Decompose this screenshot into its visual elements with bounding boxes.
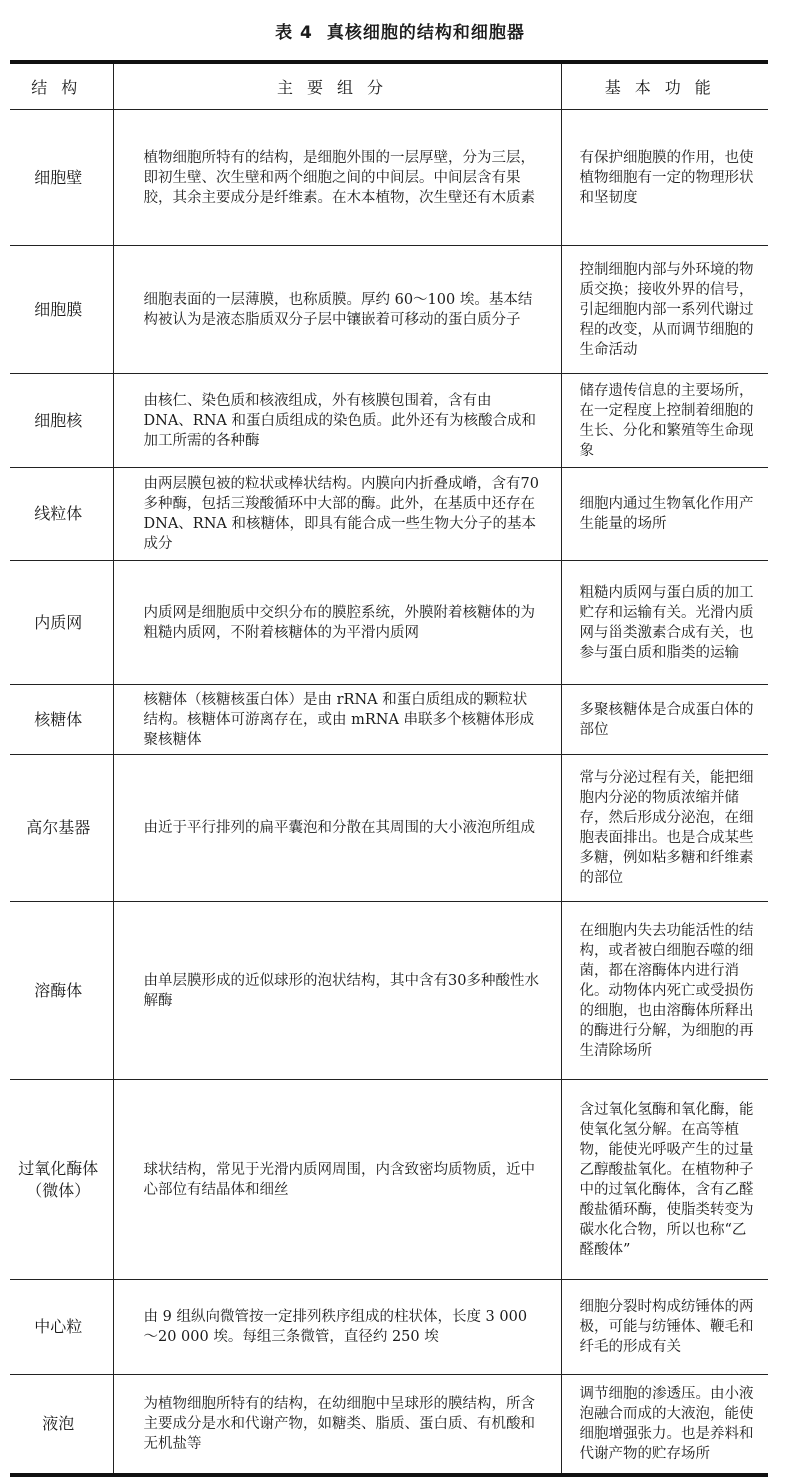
row-structure-name: 细胞膜 — [10, 246, 113, 374]
row-function: 含过氧化氢酶和氧化酶，能使氧化氢分解。在高等植物，能使光呼吸产生的过量乙醇酸盐氧化。在植物种子中的过氧化酶体，含有乙醛酸盐循环酶，使脂类转变为碳水化合物，所以也称“乙醛酸体” — [561, 1080, 768, 1280]
header-function: 基本功能 — [561, 62, 768, 110]
row-function: 粗糙内质网与蛋白质的加工贮存和运输有关。光滑内质网与甾类激素合成有关，也参与蛋白质和脂类的运输 — [561, 561, 768, 685]
row-composition: 核糖体（核糖核蛋白体）是由 rRNA 和蛋白质组成的颗粒状结构。核糖体可游离存在，或由 mRNA 串联多个核糖体形成聚核糖体 — [113, 685, 561, 755]
table-row — [10, 755, 768, 902]
row-structure-name: 溶酶体 — [10, 902, 113, 1080]
table-number: 表 4 — [275, 23, 313, 43]
row-structure-name: 细胞壁 — [10, 110, 113, 246]
row-structure-name: 中心粒 — [10, 1280, 113, 1375]
row-composition: 植物细胞所特有的结构，是细胞外围的一层厚壁，分为三层，即初生壁、次生壁和两个细胞之间的中间层。中间层含有果胶，其余主要成分是纤维素。在木本植物，次生壁还有木质素 — [113, 110, 561, 246]
row-composition: 为植物细胞所特有的结构，在幼细胞中呈球形的膜结构，所含主要成分是水和代谢产物，如糖类、脂质、蛋白质、有机酸和无机盐等 — [113, 1375, 561, 1475]
table-row — [10, 1375, 768, 1475]
row-structure-name: 核糖体 — [10, 685, 113, 755]
row-function: 有保护细胞膜的作用，也使植物细胞有一定的物理形状和坚韧度 — [561, 110, 768, 246]
table-row — [10, 1080, 768, 1280]
row-function: 细胞分裂时构成纺锤体的两极，可能与纺锤体、鞭毛和纤毛的形成有关 — [561, 1280, 768, 1375]
table-title-text: 真核细胞的结构和细胞器 — [326, 23, 525, 43]
table-title — [0, 18, 800, 43]
table-row — [10, 685, 768, 755]
row-composition: 内质网是细胞质中交织分布的膜腔系统，外膜附着核糖体的为粗糙内质网，不附着核糖体的为平滑内质网 — [113, 561, 561, 685]
row-structure-name: 液泡 — [10, 1375, 113, 1475]
row-structure-name: 细胞核 — [10, 374, 113, 468]
row-function: 常与分泌过程有关，能把细胞内分泌的物质浓缩并储存，然后形成分泌泡，在细胞表面排出。也是合成某些多糖，例如粘多糖和纤维素的部位 — [561, 755, 768, 902]
table-header-row — [10, 62, 768, 110]
row-function: 调节细胞的渗透压。由小液泡融合而成的大液泡，能使细胞增强张力。也是养料和代谢产物的贮存场所 — [561, 1375, 768, 1475]
table-row — [10, 1280, 768, 1375]
row-composition: 细胞表面的一层薄膜，也称质膜。厚约 60～100 埃。基本结构被认为是液态脂质双分子层中镶嵌着可移动的蛋白质分子 — [113, 246, 561, 374]
row-function: 细胞内通过生物氧化作用产生能量的场所 — [561, 468, 768, 561]
table-row — [10, 902, 768, 1080]
table-row — [10, 374, 768, 468]
row-composition: 由两层膜包被的粒状或棒状结构。内膜向内折叠成嵴，含有70多种酶，包括三羧酸循环中大部的酶。此外，在基质中还存在 DNA、RNA 和核糖体，即具有能合成一些生物大分子的基本成分 — [113, 468, 561, 561]
header-composition: 主要组分 — [113, 62, 561, 110]
row-composition: 由近于平行排列的扁平囊泡和分散在其周围的大小液泡所组成 — [113, 755, 561, 902]
row-composition: 由单层膜形成的近似球形的泡状结构，其中含有30多种酸性水解酶 — [113, 902, 561, 1080]
header-structure: 结构 — [10, 62, 113, 110]
row-function: 储存遗传信息的主要场所，在一定程度上控制着细胞的生长、分化和繁殖等生命现象 — [561, 374, 768, 468]
table-row — [10, 468, 768, 561]
row-function: 控制细胞内部与外环境的物质交换；接收外界的信号，引起细胞内部一系列代谢过程的改变，从而调节细胞的生命活动 — [561, 246, 768, 374]
row-structure-name: 过氧化酶体（微体） — [10, 1080, 113, 1280]
row-composition: 球状结构，常见于光滑内质网周围，内含致密均质物质，近中心部位有结晶体和细丝 — [113, 1080, 561, 1280]
eukaryotic-cell-structure-table — [10, 60, 768, 1477]
row-function: 在细胞内失去功能活性的结构，或者被白细胞吞噬的细菌，都在溶酶体内进行消化。动物体内死亡或受损伤的细胞，也由溶酶体所释出的酶进行分解，为细胞的再生清除场所 — [561, 902, 768, 1080]
row-structure-name: 高尔基器 — [10, 755, 113, 902]
row-structure-name: 线粒体 — [10, 468, 113, 561]
table-row — [10, 110, 768, 246]
row-composition: 由 9 组纵向微管按一定排列秩序组成的柱状体，长度 3 000～20 000 埃。每组三条微管，直径约 250 埃 — [113, 1280, 561, 1375]
row-function: 多聚核糖体是合成蛋白体的部位 — [561, 685, 768, 755]
table-row — [10, 561, 768, 685]
table-row — [10, 246, 768, 374]
row-composition: 由核仁、染色质和核液组成，外有核膜包围着，含有由 DNA、RNA 和蛋白质组成的染色质。此外还有为核酸合成和加工所需的各种酶 — [113, 374, 561, 468]
row-structure-name: 内质网 — [10, 561, 113, 685]
